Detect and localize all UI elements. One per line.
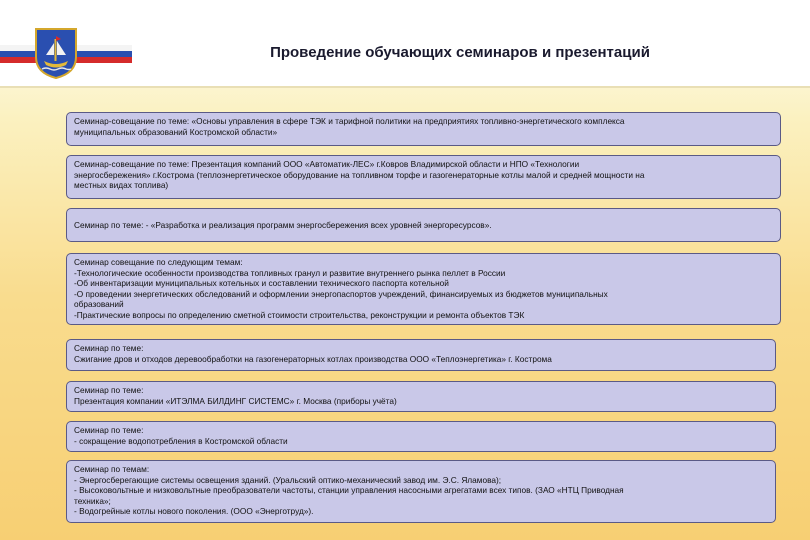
seminar-text-line: - Водогрейные котлы нового поколения. (ООО «Энерготруд»).	[74, 506, 314, 517]
seminar-text-line: - Энергосберегающие системы освещения зданий. (Уральский оптико-механический завод им. Э.С. Яламова);	[74, 474, 502, 485]
seminar-text-line: Семинар по теме: - «Разработка и реализация программ энергосбережения всех уровней энергоресурсов».	[74, 220, 492, 230]
seminar-box-8	[66, 460, 776, 523]
seminar-text-line: местных видах топлива)	[74, 180, 169, 191]
seminar-text-line: Семинар-совещание по теме: «Основы управления в сфере ТЭК и тарифной политики на предприятиях топливно-энергетического комплекса	[74, 116, 625, 126]
seminar-text-line: энергосбережения» г.Кострома (теплоэнергетическое оборудование на топливном торфе и газогенераторные котлы малой и средней мощности на	[74, 169, 645, 180]
seminar-box-3	[66, 208, 781, 242]
seminar-text-line: - сокращение водопотребления в Костромской области	[74, 435, 288, 446]
seminar-text-line: -О проведении энергетических обследований и оформлении энергопаспортов учреждений, финансируемых из бюджетов муниципальных	[74, 288, 608, 299]
seminar-text-line: Семинар совещание по следующим темам:	[74, 257, 243, 267]
header-divider	[0, 86, 810, 88]
seminar-text-line: муниципальных образований Костромской области»	[74, 126, 278, 137]
seminar-box-1	[66, 112, 781, 146]
seminar-text-line: Семинар-совещание по теме: Презентация компаний ООО «Автоматик-ЛЕС» г.Ковров Владимирской области и НПО «Технологии	[74, 159, 580, 169]
seminar-text-line: Семинар по теме:	[74, 343, 144, 353]
seminar-text-line: -Технологические особенности производства топливных гранул и развитие внутреннего рынка пеллет в России	[74, 267, 506, 278]
seminar-text-line: образований	[74, 299, 124, 310]
seminar-text-line: -Об инвентаризации муниципальных котельных и составлении технического паспорта котельной	[74, 278, 449, 289]
seminar-text-line: Презентация компании «ИТЭЛМА БИЛДИНГ СИСТЕМС» г. Москва (приборы учёта)	[74, 395, 397, 406]
seminar-box-5	[66, 339, 776, 371]
page-title: Проведение обучающих семинаров и презентаций	[270, 44, 650, 61]
top-strip	[0, 0, 810, 24]
seminar-box-4	[66, 253, 781, 325]
seminar-text-line: Сжигание дров и отходов деревообработки на газогенераторных котлах производства ООО «Теплоэнергетика» г. Кострома	[74, 353, 552, 364]
seminar-text-line: Семинар по теме:	[74, 425, 144, 435]
seminar-box-6	[66, 381, 776, 412]
seminar-text-line: - Высоковольтные и низковольтные преобразователи частоты, станции управления насосными агрегатами всех типов. (ЗАО «НТЦ Приводная	[74, 485, 624, 496]
seminar-box-7	[66, 421, 776, 452]
seminar-text-line: Семинар по теме:	[74, 385, 144, 395]
seminar-text-line: техника»;	[74, 495, 111, 506]
seminar-box-2	[66, 155, 781, 199]
kostroma-coat-of-arms-icon	[34, 27, 78, 79]
seminar-text-line: -Практические вопросы по определению сметной стоимости строительства, реконструкции и ремонта объектов ТЭК	[74, 309, 525, 320]
seminar-text-line: Семинар по темам:	[74, 464, 150, 474]
